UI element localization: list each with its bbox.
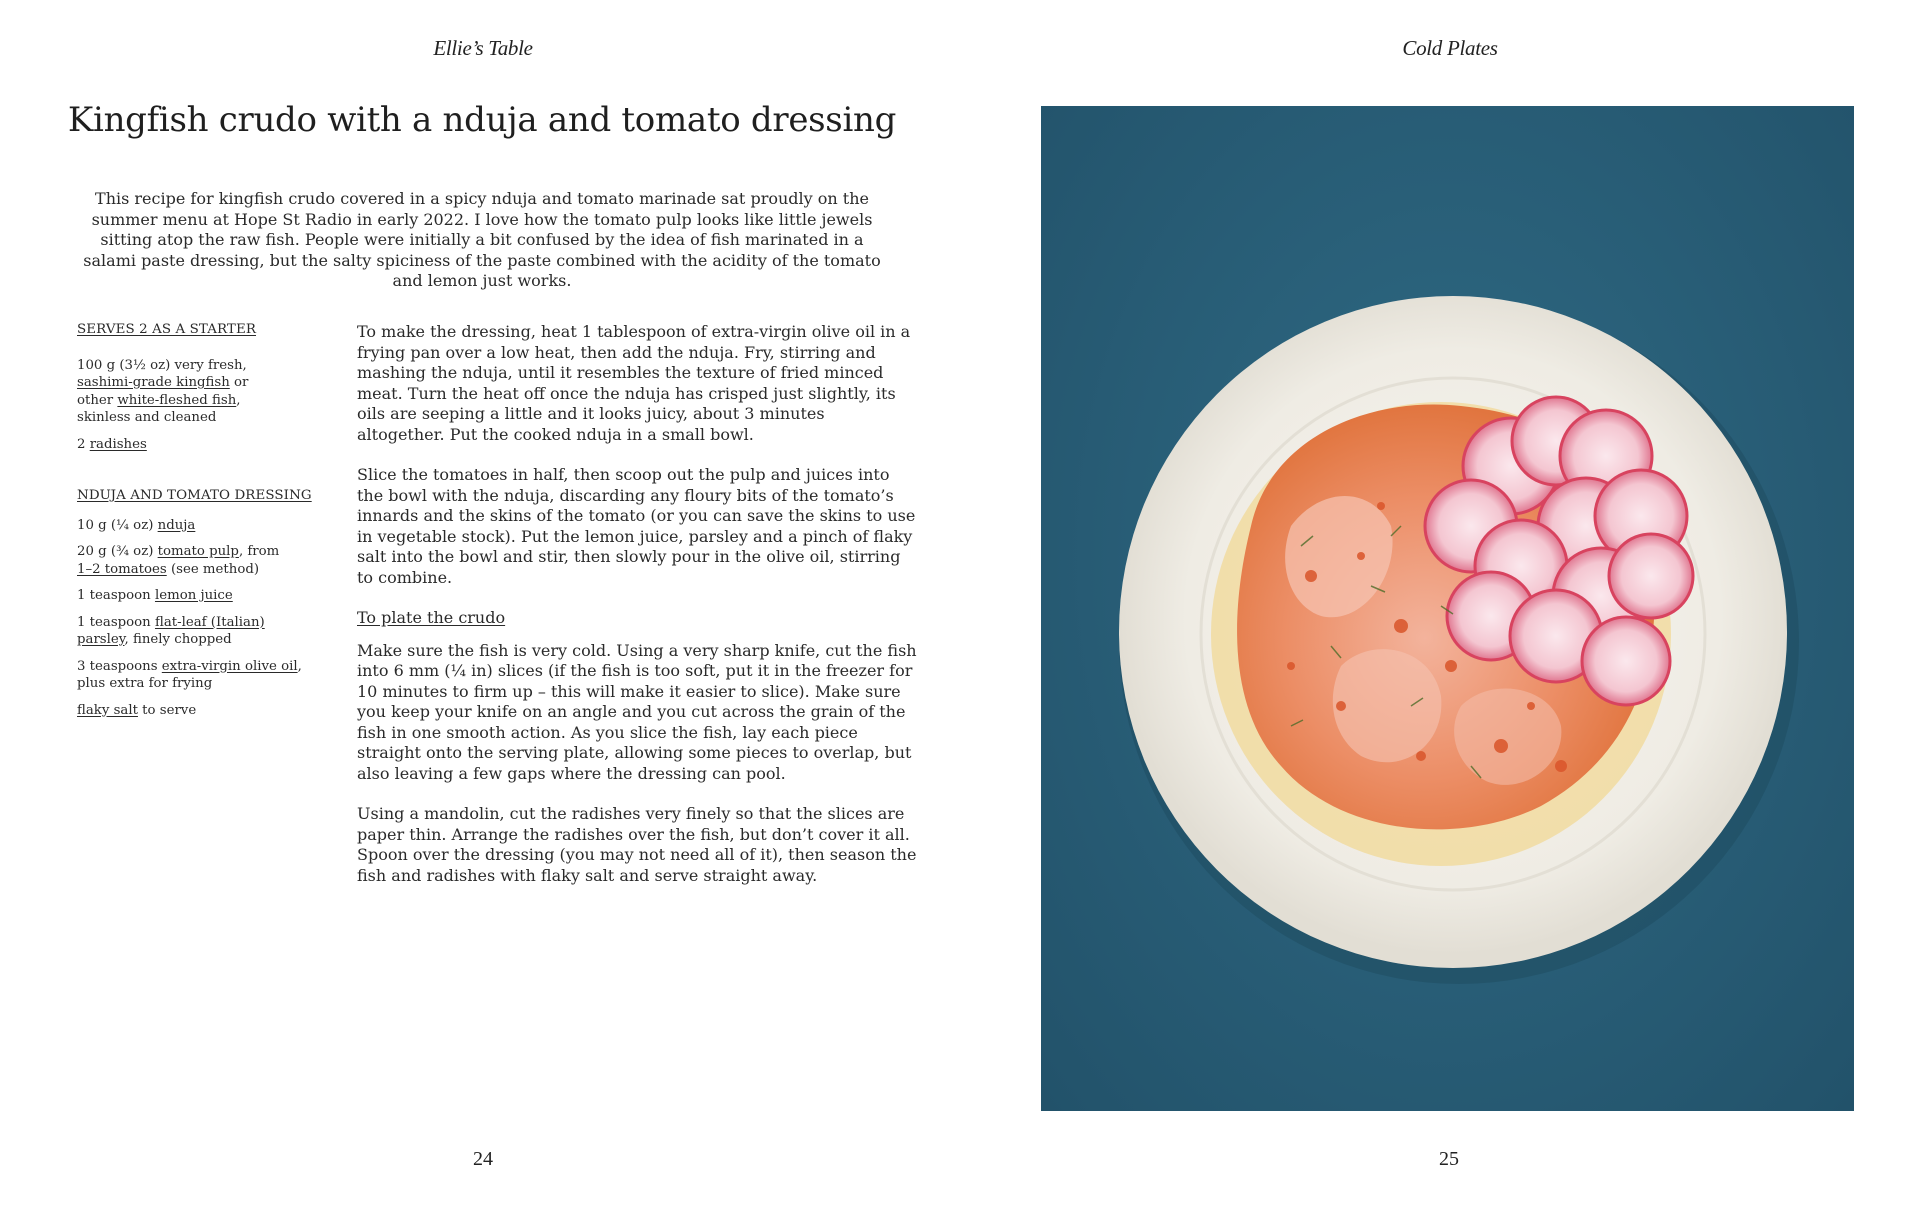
ingredient-tomato xyxy=(77,543,317,578)
ingredient-fish xyxy=(77,357,317,427)
ingredient-link[interactable]: nduja xyxy=(157,517,196,533)
ingredient-qty: 3 teaspoons xyxy=(77,658,162,674)
plate-subheading: To plate the crudo xyxy=(357,608,506,627)
dish-photo xyxy=(1041,106,1854,1111)
ingredient-text: other xyxy=(77,392,118,408)
method-paragraph: To make the dressing, heat 1 tablespoon of extra-virgin olive oil in a frying pan over a low heat, then add the nduja. Fry, stirring and mashing the nduja, until it resembles the texture of fried minced meat. Turn the heat off once the nduja has crisped just slightly, its oils are seeping a little and it looks juicy, about 3 minutes altogether. Put the cooked nduja in a small bowl. xyxy=(357,322,911,444)
ingredient-text: or xyxy=(229,375,249,390)
ingredients-list xyxy=(77,321,317,728)
ingredient-nduja xyxy=(77,517,317,535)
ingredient-link[interactable]: flaky salt xyxy=(77,702,138,718)
method-paragraph: Using a mandolin, cut the radishes very finely so that the slices are paper thin. Arrange the radishes over the fish, but don’t cover it all. Spoon over the dressing (you may not need all of it), then season the fish and radishes with flaky salt and serve straight away. xyxy=(357,804,917,885)
dish-illustration xyxy=(1041,106,1854,1111)
ingredient-text: skinless and cleaned xyxy=(77,410,217,425)
running-head-right: Cold Plates xyxy=(1402,36,1498,60)
ingredient-salt xyxy=(77,702,317,720)
dressing-heading: NDUJA AND TOMATO DRESSING xyxy=(77,488,312,503)
ingredient-qty: 2 xyxy=(77,436,90,452)
ingredient-qty: 20 g (¾ oz) xyxy=(77,544,158,559)
ingredient-qty: 10 g (¼ oz) xyxy=(77,517,158,533)
fish-slice-highlight xyxy=(1333,649,1442,762)
ingredient-text: , from xyxy=(238,544,280,559)
ingredient-link[interactable]: parsley xyxy=(77,632,125,647)
ingredient-text: , finely chopped xyxy=(124,632,232,647)
page-number-left: 24 xyxy=(473,1148,493,1170)
ingredient-text: plus extra for frying xyxy=(77,676,213,691)
ingredient-link[interactable]: sashimi-grade kingfish xyxy=(77,375,230,390)
ingredient-parsley xyxy=(77,614,317,649)
ingredient-qty: 100 g (3½ oz) very fresh, xyxy=(77,357,247,373)
method-paragraph: Slice the tomatoes in half, then scoop out the pulp and juices into the bowl with the nduja, discarding any floury bits of the tomato’s innards and the skins of the tomato (or you can save the skins to use in vegetable stock). Put the lemon juice, parsley and a pinch of flaky salt into the bowl and stir, then slowly pour in the olive oil, stirring to combine. xyxy=(357,465,916,587)
ingredient-link[interactable]: extra-virgin olive oil xyxy=(161,658,298,674)
recipe-title: Kingfish crudo with a nduja and tomato dressing xyxy=(67,100,897,140)
ingredient-qty: 1 teaspoon xyxy=(77,588,155,603)
ingredient-link[interactable]: white-fleshed fish xyxy=(117,392,237,408)
ingredient-oil xyxy=(77,658,317,693)
ingredient-text: , xyxy=(297,658,302,674)
page-number-right: 25 xyxy=(1439,1148,1459,1170)
recipe-intro: This recipe for kingfish crudo covered in a spicy nduja and tomato marinade sat proudly on the summer menu at Hope St Radio in early 2022. I love how the tomato pulp looks like little jewels sitting atop the raw fish. People were initially a bit confused by the idea of fish marinated in a salami paste dressing, but the salty spiciness of the paste combined with the acidity of the tomato and lemon just works. xyxy=(83,189,881,290)
ingredient-link[interactable]: flat-leaf (Italian) xyxy=(154,614,265,630)
ingredient-qty: 1 teaspoon xyxy=(77,614,155,630)
method-column xyxy=(357,322,917,906)
ingredient-radishes xyxy=(77,436,317,454)
ingredient-link[interactable]: tomato pulp xyxy=(157,544,239,559)
ingredient-text: , xyxy=(236,392,241,408)
ingredient-link[interactable]: lemon juice xyxy=(154,588,233,603)
method-paragraph: Make sure the fish is very cold. Using a very sharp knife, cut the fish into 6 mm (¼ in) slices (if the fish is too soft, put it in the freezer for 10 minutes to firm up – this will make it easier to slice). Make sure you keep your knife on an angle and you cut across the grain of the fish in one smooth action. As you slice the fish, lay each piece straight onto the serving plate, allowing some pieces to overlap, but also leaving a few gaps where the dressing can pool. xyxy=(357,640,917,783)
running-head-left: Ellie’s Table xyxy=(433,36,533,60)
ingredient-text: to serve xyxy=(137,702,197,718)
ingredient-text: (see method) xyxy=(166,561,260,577)
ingredient-link[interactable]: radishes xyxy=(89,436,147,452)
ingredient-lemon xyxy=(77,587,317,605)
ingredient-link[interactable]: 1–2 tomatoes xyxy=(77,561,167,577)
serves-heading: SERVES 2 AS A STARTER xyxy=(77,322,257,337)
